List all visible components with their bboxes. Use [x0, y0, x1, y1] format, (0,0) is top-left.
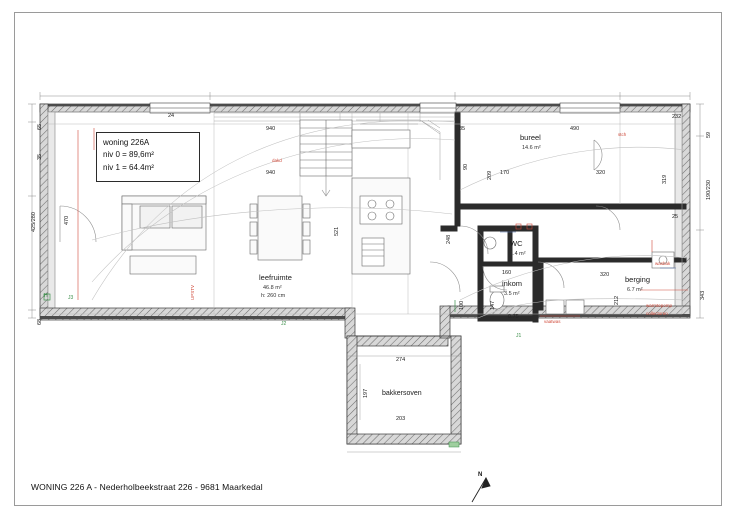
dim-inner-940: 940	[266, 170, 276, 176]
info-line-2: niv 0 = 89,6m²	[103, 150, 154, 160]
dim-annex-274: 274	[396, 357, 406, 363]
room-area-bureel: 14.6 m²	[522, 145, 541, 151]
dim-right-59: 59	[706, 131, 712, 138]
dim-top-24: 24	[168, 113, 175, 119]
dim-misc-232: 232	[672, 114, 682, 120]
dim-top-490: 490	[570, 126, 580, 132]
furniture-kitchen	[352, 130, 410, 274]
note-stch: stch	[618, 132, 627, 137]
room-label-bureel: bureel	[520, 133, 541, 142]
dim-annex-203: 203	[396, 416, 406, 422]
staircase	[300, 120, 352, 196]
sheet-title: WONING 226 A - Nederholbeekstraat 226 - 9681 Maarkedal	[31, 482, 263, 492]
info-line-1: woning 226A	[103, 138, 150, 147]
dim-inner-320: 320	[596, 170, 606, 176]
dim-annex-197: 197	[363, 388, 369, 398]
dim-center-212: 212	[614, 295, 620, 305]
room-label-wc: WC	[510, 239, 523, 248]
dim-center-248: 248	[446, 234, 452, 244]
north-label: N	[478, 472, 483, 478]
room-label-leefruimte: leefruimte	[259, 273, 292, 282]
info-line-3: niv 1 = 64.4m²	[103, 162, 154, 172]
label-j1: J1	[516, 333, 522, 339]
room-area-wc: 1.4 m²	[510, 251, 526, 257]
dim-left-68: 68	[37, 318, 43, 325]
dim-right-190-230: 190/230	[706, 180, 712, 200]
wall-right	[675, 104, 690, 316]
dim-inner-319: 319	[662, 174, 668, 184]
label-h: H	[44, 293, 48, 299]
furniture-coffee-table	[130, 256, 196, 274]
dim-center-147: 147	[490, 300, 496, 310]
room-height-leefruimte: h: 260 cm	[261, 293, 286, 299]
dim-left-425-280: 425/280	[31, 212, 37, 232]
note-dakd: dakd	[272, 158, 282, 163]
dim-inner-90: 90	[463, 163, 469, 170]
note-upstv: UPSTV	[190, 284, 195, 300]
room-area-berging: 6.7 m²	[627, 287, 643, 293]
note-warmtepomp: warmtepomp	[646, 303, 673, 308]
note-wasbak: wasbak	[655, 261, 671, 266]
dim-right-25: 25	[672, 214, 679, 220]
dim-inner-170: 170	[500, 170, 510, 176]
label-j2: J2	[281, 321, 287, 327]
dim-left-470: 470	[64, 215, 70, 225]
furniture-desk	[594, 140, 602, 170]
note-vaatwas: vaatwas	[544, 319, 561, 324]
dim-center-320: 320	[600, 272, 610, 278]
dim-center-521: 521	[334, 226, 340, 236]
room-label-inkom: inkom	[502, 279, 523, 288]
furniture-dining	[250, 196, 310, 260]
north-arrow-icon	[472, 478, 490, 502]
dim-center-100: 100	[459, 300, 465, 310]
room-label-berging: berging	[625, 275, 651, 284]
dim-top-940: 940	[266, 126, 276, 132]
project-info-box	[96, 132, 200, 182]
dim-center-160: 160	[502, 270, 512, 276]
dim-right-343: 343	[700, 290, 706, 300]
furniture-sofa	[122, 196, 206, 250]
dim-center-075: 0.75	[508, 314, 519, 320]
fixture-wc	[484, 237, 504, 309]
dim-left-35: 35	[37, 153, 43, 160]
dim-left-65: 65	[37, 123, 43, 130]
interior-walls	[441, 112, 686, 322]
note-collectoren: collectoren	[646, 311, 668, 316]
room-area-leefruimte: 46.8 m²	[263, 285, 282, 291]
room-label-bakkersoven: bakkersoven	[382, 390, 422, 397]
room-area-inkom: 3.5 m²	[504, 291, 520, 297]
stairs-guard	[356, 120, 440, 180]
dim-inner-209: 209	[487, 170, 493, 180]
dim-top-85: 85	[459, 126, 466, 132]
wall-left	[40, 104, 55, 316]
label-j3: J3	[68, 295, 74, 301]
